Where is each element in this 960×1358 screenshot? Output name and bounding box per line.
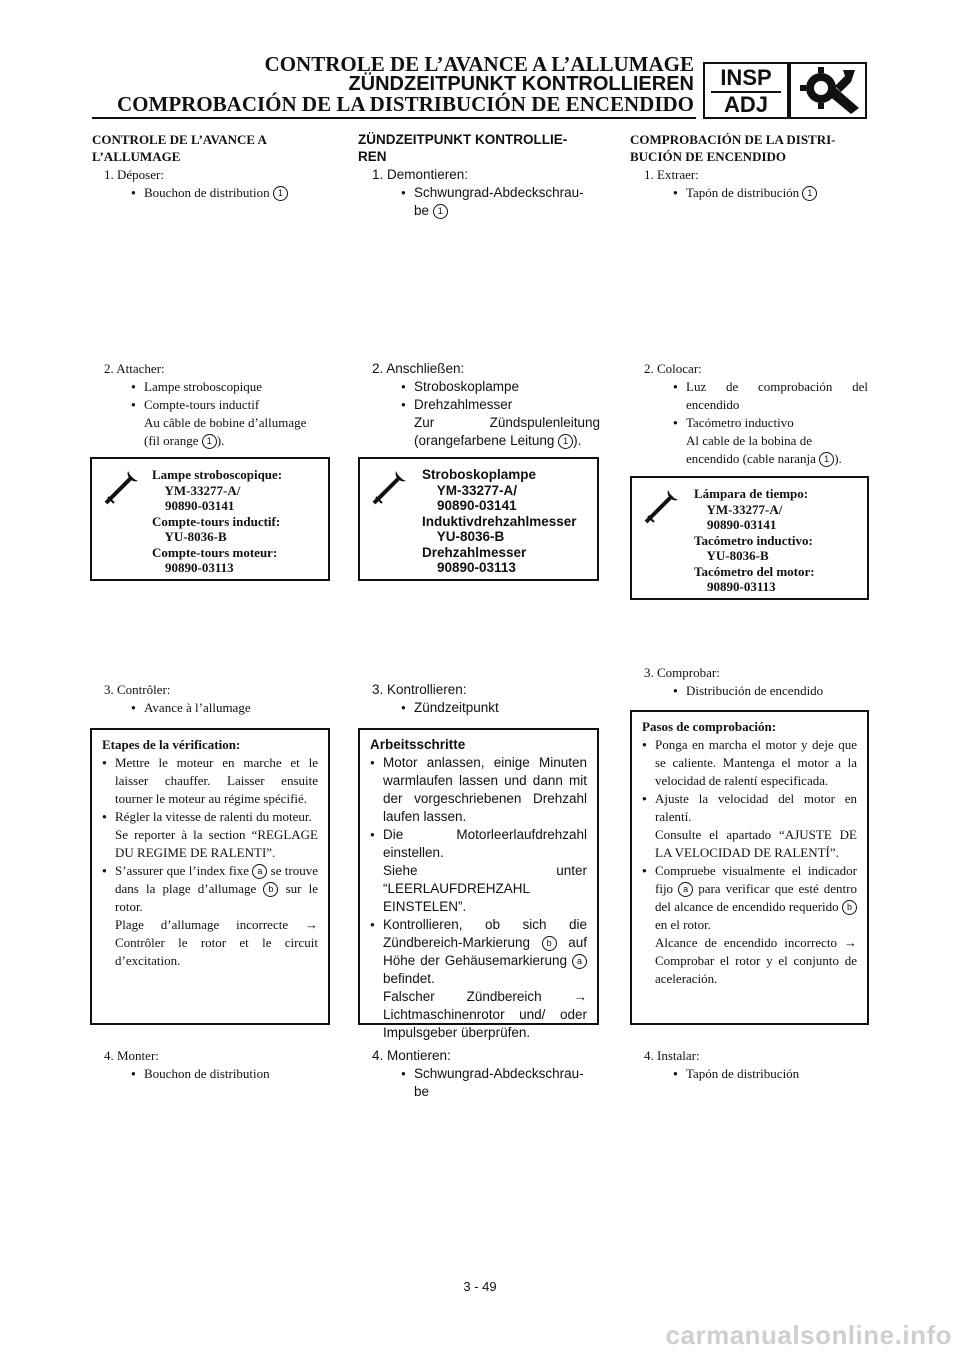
es-step-2-note: Al cable de la bobina de encendido (cable naranja 1 ). bbox=[686, 433, 842, 466]
fr-tools-box bbox=[90, 457, 330, 581]
tool-wrench-icon bbox=[370, 467, 410, 507]
es-step-2-item-2: ● Tacómetro inductivo bbox=[686, 414, 794, 432]
de-check-2: ● Die Motorleerlaufdrehzahl einstellen. Siehe unter “LEERLAUFDREHZAHL EINSTELEN”. bbox=[370, 826, 587, 916]
de-step-1-item: ● Schwungrad-Abdeckschrau- be 1 bbox=[414, 184, 584, 220]
de-step-1: 1. Demontieren: bbox=[372, 167, 469, 182]
fr-step-4: 4. Monter: bbox=[104, 1048, 159, 1063]
fr-check-3: ● S’assurer que l’index fixe a se trouve dans la plage d’allumage b sur le rotor. Plage d’allumage incorrecte → Contrôler le rotor et le circuit d’excitation. bbox=[102, 862, 318, 970]
insp-adj-badge bbox=[703, 62, 789, 119]
page-number: 3 - 49 bbox=[463, 1279, 497, 1294]
de-tools-text: Stroboskoplampe YM-33277-A/ 90890-03141 Induktivdrehzahlmesser YU-8036-B Drehzahlmesser 90890-03113 bbox=[422, 467, 577, 575]
es-step-4-item: ● Tapón de distribución bbox=[686, 1065, 799, 1083]
fr-step-2-item-1: ● Lampe stroboscopique bbox=[144, 378, 262, 396]
fr-step-2-note: Au câble de bobine d’allumage (fil orange 1 ). bbox=[144, 415, 307, 448]
de-tools-box bbox=[358, 457, 599, 581]
es-check-3: ● Compruebe visualmente el indicador fijo a para verificar que esté dentro del alcance de encendido requerido b en el rotor. Alcance de encendido incorrecto → Comprobar el rotor y el conjunto de aceleración. bbox=[642, 862, 857, 988]
de-check-box bbox=[358, 728, 599, 1040]
header-title-fr: CONTROLE DE L’AVANCE A L’ALLUMAGE bbox=[264, 52, 694, 76]
de-step-2-item-1: ● Stroboskoplampe bbox=[414, 378, 519, 396]
fr-section-title: CONTROLE DE L’AVANCE A L’ALLUMAGE bbox=[92, 132, 267, 164]
es-check-2: ● Ajuste la velocidad del motor en ralentí. Consulte el apartado “AJUSTE DE LA VELOCIDAD DE RALENTÍ”. bbox=[642, 790, 857, 862]
tool-wrench-icon bbox=[102, 467, 142, 507]
es-step-3-item: ● Distribución de encendido bbox=[686, 682, 823, 700]
wrench-gear-icon bbox=[789, 62, 867, 119]
fr-tools-text: Lampe stroboscopique: YM-33277-A/ 90890-03141 Compte-tours inductif: YU-8036-B Compte-tours moteur: 90890-03113 bbox=[152, 467, 283, 575]
de-step-3-item: ● Zündzeitpunkt bbox=[414, 699, 499, 717]
es-step-2: 2. Colocar: bbox=[644, 361, 702, 376]
fr-step-1-item: ● Bouchon de distribution 1 bbox=[144, 184, 288, 202]
de-step-2: 2. Anschließen: bbox=[372, 361, 465, 376]
fr-check-2: ● Régler la vitesse de ralenti du moteur. Se reporter à la section “REGLAGE DU REGIME DE RALENTI”. bbox=[102, 808, 318, 862]
de-check-title: Arbeitsschritte bbox=[370, 737, 466, 752]
de-step-4-item: ● Schwungrad-Abdeckschrau- be bbox=[414, 1065, 584, 1101]
fr-step-2-item-2: ● Compte-tours inductif bbox=[144, 396, 259, 414]
fr-check-box bbox=[90, 728, 330, 1025]
es-step-2-item-1: ● Luz de comprobación del encendido bbox=[686, 378, 868, 414]
fr-step-1: 1. Déposer: bbox=[104, 167, 164, 182]
tool-wrench-icon bbox=[642, 486, 682, 526]
de-step-2-item-2: ● Drehzahlmesser bbox=[414, 396, 512, 414]
es-step-1: 1. Extraer: bbox=[644, 167, 699, 182]
fr-step-3: 3. Contrôler: bbox=[104, 682, 171, 697]
es-check-1: ● Ponga en marcha el motor y deje que se caliente. Mantenga el motor a la velocidad de ralentí especificada. bbox=[642, 736, 857, 790]
es-tools-text: Lámpara de tiempo: YM-33277-A/ 90890-03141 Tacómetro inductivo: YU-8036-B Tacómetro del motor: 90890-03113 bbox=[694, 486, 815, 594]
fr-check-1: ● Mettre le moteur en marche et le laisser chauffer. Laisser ensuite tourner le moteur au régime spécifié. bbox=[102, 754, 318, 808]
badge-bottom-label: ADJ bbox=[723, 92, 768, 117]
fr-step-3-item: ● Avance à l’allumage bbox=[144, 699, 251, 717]
badge-top-label: INSP bbox=[720, 65, 772, 90]
de-step-4: 4. Montieren: bbox=[372, 1048, 451, 1063]
watermark: carmanualsonline.info bbox=[665, 1320, 952, 1350]
fr-step-4-item: ● Bouchon de distribution bbox=[144, 1065, 270, 1083]
es-step-4: 4. Instalar: bbox=[644, 1048, 700, 1063]
es-section-title: COMPROBACIÓN DE LA DISTRI- BUCIÓN DE ENCENDIDO bbox=[630, 132, 836, 164]
de-check-1: ● Motor anlassen, einige Minuten warmlaufen lassen und dann mit der vorgeschriebenen Drehzahl laufen lassen. bbox=[370, 754, 587, 826]
header-rule bbox=[92, 117, 696, 119]
header-title-de: ZÜNDZEITPUNKT KONTROLLIEREN bbox=[348, 73, 694, 95]
es-step-1-item: ● Tapón de distribución 1 bbox=[686, 184, 817, 202]
es-check-box bbox=[630, 710, 869, 1025]
de-step-3: 3. Kontrollieren: bbox=[372, 682, 467, 697]
fr-check-title: Etapes de la vérification: bbox=[102, 737, 241, 752]
de-section-title: ZÜNDZEITPUNKT KONTROLLIE- REN bbox=[358, 132, 568, 164]
de-check-3: ● Kontrollieren, ob sich die Zündbereich-Markierung b auf Höhe der Gehäusemarkierung a befindet. Falscher Zündbereich → Lichtmaschinenrotor und/ oder Impulsgeber überprüfen. bbox=[370, 916, 587, 1042]
es-check-title: Pasos de comprobación: bbox=[642, 719, 777, 734]
de-step-2-note: Zur Zündspulenleitung (orangefarbene Leitung 1 ). bbox=[414, 415, 600, 448]
es-step-3: 3. Comprobar: bbox=[644, 665, 720, 680]
fr-step-2: 2. Attacher: bbox=[104, 361, 165, 376]
header-title-es: COMPROBACIÓN DE LA DISTRIBUCIÓN DE ENCENDIDO bbox=[117, 92, 694, 116]
ref-1-marker: 1 bbox=[273, 186, 288, 201]
es-tools-box bbox=[630, 476, 869, 600]
